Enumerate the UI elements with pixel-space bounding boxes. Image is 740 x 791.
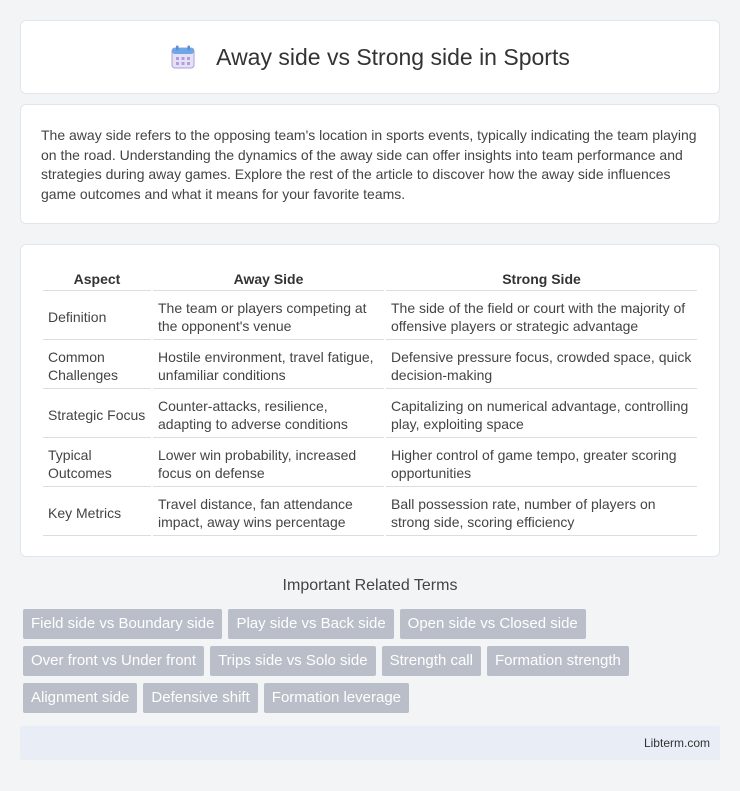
tag-link[interactable]: Trips side vs Solo side <box>210 646 376 676</box>
cell-away: Hostile environment, travel fatigue, unfamiliar conditions <box>153 342 384 389</box>
calendar-icon <box>170 44 196 70</box>
table-header-row <box>43 266 697 291</box>
footer <box>20 726 720 760</box>
header-away-side: Away Side <box>153 266 384 291</box>
cell-strong: Capitalizing on numerical advantage, controlling play, exploiting space <box>386 391 697 438</box>
tag-row <box>23 609 723 639</box>
related-terms-title: Important Related Terms <box>282 577 458 594</box>
tag-link[interactable]: Open side vs Closed side <box>400 609 586 639</box>
cell-strong: Ball possession rate, number of players on strong side, scoring efficiency <box>386 489 697 536</box>
tag-link[interactable]: Field side vs Boundary side <box>23 609 222 639</box>
tag-link[interactable]: Alignment side <box>23 683 137 713</box>
table-row <box>43 391 697 438</box>
header-aspect: Aspect <box>43 266 151 291</box>
intro-card <box>20 104 720 224</box>
intro-text: The away side refers to the opposing team's location in sports events, typically indicating the team playing on the road. Understanding the dynamics of the away side can offer insights into team performance and strategies during away games. Explore the rest of the article to discover how the away side influences game outcomes and what it means for your favorite teams. <box>41 127 697 202</box>
cell-aspect: Common Challenges <box>43 342 151 389</box>
table-row <box>43 489 697 536</box>
related-terms-tags <box>23 609 723 720</box>
tag-link[interactable]: Formation leverage <box>264 683 409 713</box>
comparison-table-card <box>20 244 720 557</box>
tag-link[interactable]: Formation strength <box>487 646 629 676</box>
tag-link[interactable]: Play side vs Back side <box>228 609 393 639</box>
cell-strong: The side of the field or court with the majority of offensive players or strategic advantage <box>386 293 697 340</box>
comparison-table <box>41 264 699 538</box>
cell-aspect: Key Metrics <box>43 489 151 536</box>
cell-away: Lower win probability, increased focus on defense <box>153 440 384 487</box>
footer-brand-link[interactable]: Libterm.com <box>643 736 710 750</box>
tag-row <box>23 646 723 676</box>
table-row <box>43 342 697 389</box>
cell-aspect: Strategic Focus <box>43 391 151 438</box>
cell-away: The team or players competing at the opponent's venue <box>153 293 384 340</box>
cell-strong: Higher control of game tempo, greater scoring opportunities <box>386 440 697 487</box>
title-card <box>20 20 720 94</box>
tag-link[interactable]: Strength call <box>382 646 481 676</box>
cell-aspect: Typical Outcomes <box>43 440 151 487</box>
page-title: Away side vs Strong side in Sports <box>216 43 570 70</box>
table-row <box>43 440 697 487</box>
header-strong-side: Strong Side <box>386 266 697 291</box>
cell-away: Travel distance, fan attendance impact, away wins percentage <box>153 489 384 536</box>
cell-away: Counter-attacks, resilience, adapting to adverse conditions <box>153 391 384 438</box>
tag-link[interactable]: Defensive shift <box>143 683 257 713</box>
tag-link[interactable]: Over front vs Under front <box>23 646 204 676</box>
table-row <box>43 293 697 340</box>
cell-aspect: Definition <box>43 293 151 340</box>
tag-row <box>23 683 723 713</box>
cell-strong: Defensive pressure focus, crowded space, quick decision-making <box>386 342 697 389</box>
